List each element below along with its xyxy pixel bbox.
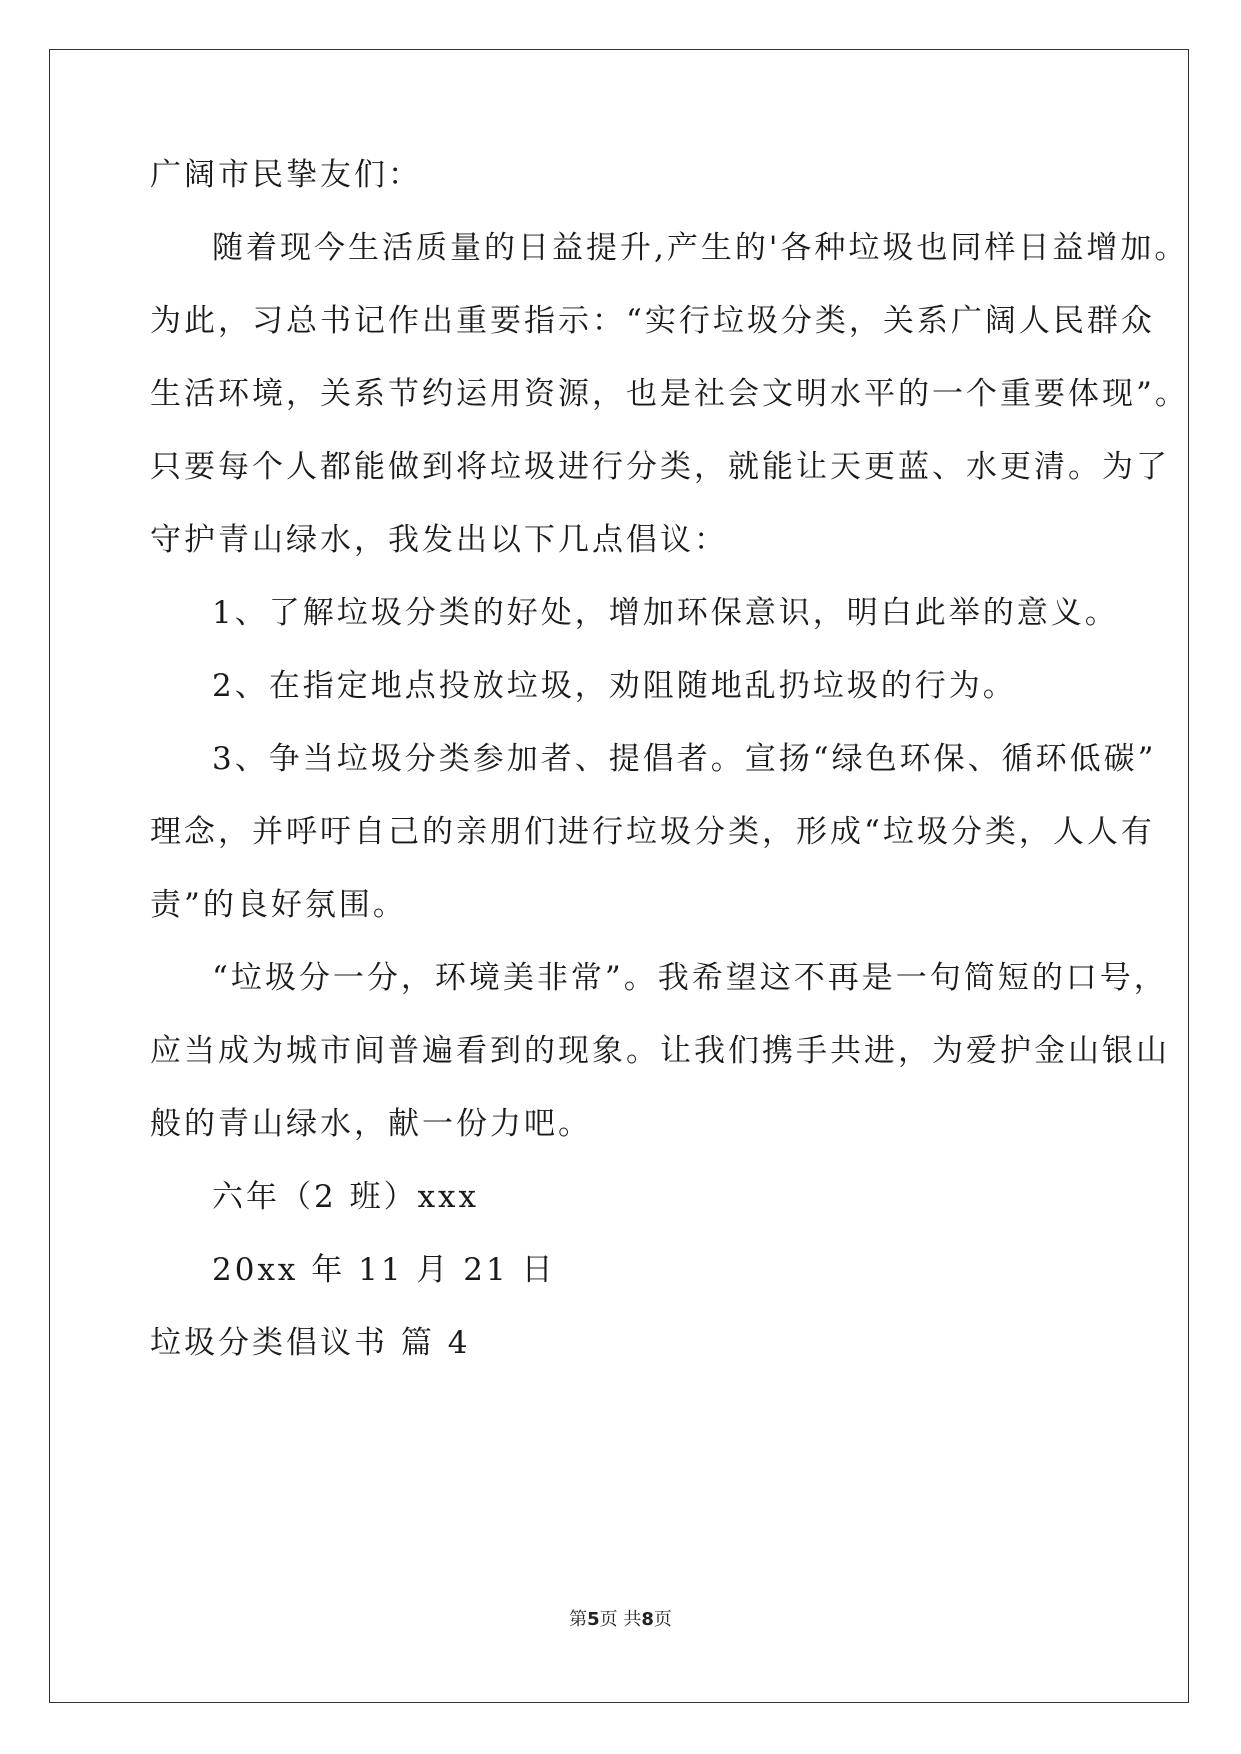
section-heading: 垃圾分类倡议书 篇 4	[150, 1325, 471, 1361]
footer-middle: 页 共	[599, 1609, 642, 1630]
paragraph-line: 随着现今生活质量的日益提升,产生的'各种垃圾也同样日益增加。	[212, 230, 1189, 266]
footer-page-number: 5	[587, 1609, 600, 1630]
paragraph-line: 守护青山绿水，我发出以下几点倡议：	[150, 522, 728, 558]
paragraph-line: 为此，习总书记作出重要指示：“实行垃圾分类，关系广阔人民群众	[150, 303, 1155, 339]
page-footer	[0, 1605, 1241, 1631]
list-item: 1、了解垃圾分类的好处，增加环保意识，明白此举的意义。	[212, 595, 1119, 631]
footer-suffix: 页	[653, 1609, 672, 1630]
signature-line: 六年（2 班）xxx	[212, 1179, 480, 1215]
salutation: 广阔市民挚友们：	[150, 157, 422, 193]
footer-prefix: 第	[569, 1609, 588, 1630]
page-frame	[49, 49, 1189, 1703]
paragraph-line: 理念，并呼吁自己的亲朋们进行垃圾分类，形成“垃圾分类，人人有	[150, 814, 1155, 850]
footer-total-pages: 8	[641, 1609, 654, 1630]
paragraph-line: 应当成为城市间普遍看到的现象。让我们携手共进，为爱护金山银山	[150, 1033, 1170, 1069]
list-item: 3、争当垃圾分类参加者、提倡者。宣扬“绿色环保、循环低碳”	[212, 741, 1157, 777]
paragraph-line: 生活环境，关系节约运用资源，也是社会文明水平的一个重要体现”。	[150, 376, 1189, 412]
list-item: 2、在指定地点投放垃圾，劝阻随地乱扔垃圾的行为。	[212, 668, 1017, 704]
paragraph-line: 般的青山绿水，献一份力吧。	[150, 1106, 592, 1142]
paragraph-line: “垃圾分一分，环境美非常”。我希望这不再是一句简短的口号，	[212, 960, 1168, 996]
date-line: 20xx 年 11 月 21 日	[212, 1252, 556, 1288]
paragraph-line: 只要每个人都能做到将垃圾进行分类，就能让天更蓝、水更清。为了	[150, 449, 1170, 485]
paragraph-line: 责”的良好氛围。	[150, 887, 407, 923]
